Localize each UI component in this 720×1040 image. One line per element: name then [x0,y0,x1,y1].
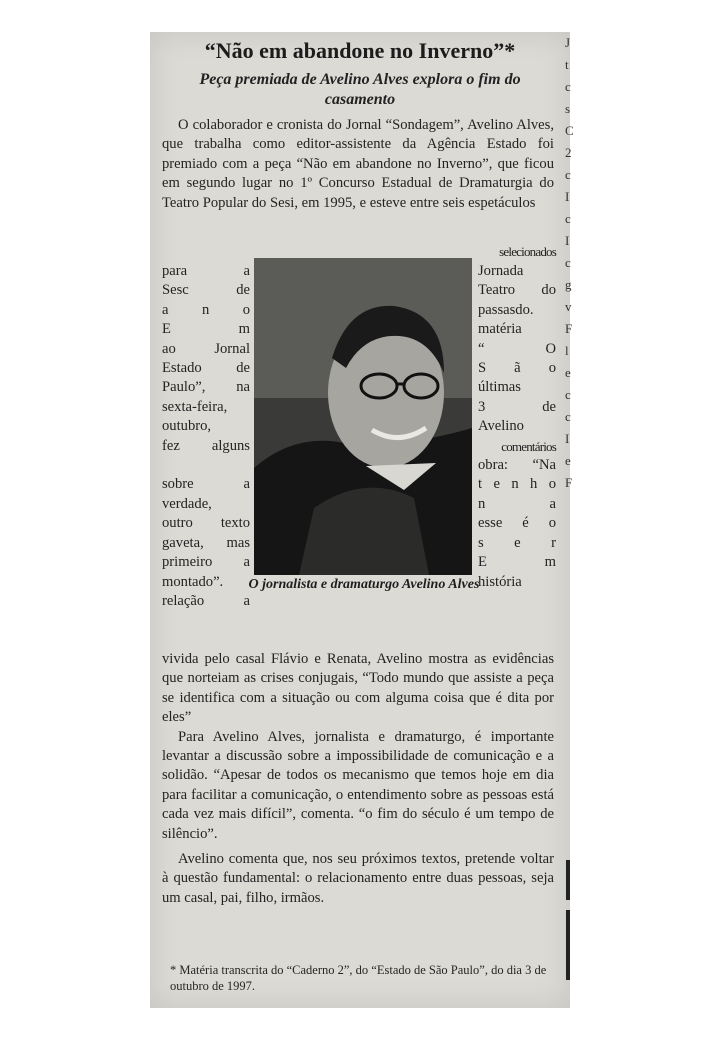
adjacent-glyph: g [565,277,572,292]
adjacent-glyph: c [565,409,571,424]
wrap-right-line: passasdo. [478,301,534,318]
adjacent-glyph: c [565,211,571,226]
wrap-right-line: comentários [501,438,556,454]
wrap-right-line: obra: “Na [478,457,556,474]
wrap-left-line: primeiro a [162,554,250,571]
wrap-left-line: para a [162,263,250,279]
column-rule [566,860,570,900]
wrap-left-line: gaveta, mas [162,534,250,551]
newspaper-clipping [150,32,570,1008]
wrap-right-line: n a [478,495,556,512]
wrap-left-line: E m [162,321,250,338]
wrap-left-line: sexta-feira, [162,398,228,415]
wrap-left-line: outro texto [162,515,250,532]
wrap-right-line: Avelino [478,418,524,435]
wrap-right-line: esse é o [478,515,556,532]
adjacent-glyph: c [565,167,571,182]
adjacent-glyph: I [565,189,570,204]
headline: “Não em abandone no Inverno”* [204,38,516,63]
author-photo [254,258,472,575]
wrap-left-line: sobre a [162,476,250,493]
wrap-top-right-text: selecionados [499,244,556,259]
adjacent-glyph: l [565,343,569,358]
wrap-left-line: Sesc de [162,282,250,299]
body-text [162,650,554,908]
wrap-right-line: “ O [478,340,556,357]
adjacent-glyph: I [565,431,570,446]
wrap-left-line: Paulo”, na [162,379,250,396]
adjacent-glyph: I [565,233,570,248]
adjacent-glyph: 2 [565,145,572,160]
adjacent-glyph: c [565,255,571,270]
adjacent-glyph: F [565,321,573,336]
wrap-right-line: Teatro do [478,282,556,299]
wrap-right-line: S ã o [478,360,556,377]
wrap-left-line: ao Jornal [162,340,250,357]
intro-text: O colaborador e cronista do Jornal “Sondagem”, Avelino Alves, que trabalha como editor-assistente da Agência Estado foi premiado com a peça “Não em abandone no Inverno”, que ficou em segundo lugar no 1º Concurso Estadual de Dramaturgia do Teatro Popular do Sesi, em 1995, e esteve entre seis espetáculos [162,117,554,211]
body-paragraph: vivida pelo casal Flávio e Renata, Avelino mostra as evidências que norteiam as crises conjugais, “Todo mundo que assiste a peça se identifica com a situação ou com alguma coisa que é dita por eles” [162,651,554,726]
wrap-right-line: E m [478,554,556,571]
wrap-right-line: 3 de [478,398,556,415]
footnote: * Matéria transcrita do “Caderno 2”, do “Estado de São Paulo”, do dia 3 de outubro de 1997. [170,963,547,993]
wrap-left-line: outubro, [162,418,212,435]
wrap-left-line: a n o [162,301,250,318]
wrap-right-line: últimas [478,379,521,396]
adjacent-glyph: J [565,35,571,50]
adjacent-glyph: c [565,79,571,94]
adjacent-glyph: C [565,123,574,138]
portrait-illustration [254,258,472,575]
wrap-left-line: montado”. [162,573,224,590]
body-paragraph: Para Avelino Alves, jornalista e dramaturgo, é importante levantar a discussão sobre a impossibilidade de comunicação e a solidão. “Apesar de todos os mecanismo que temos hoje em dia para facilitar a comunicação, o entendimento sobre as pessoas está cada vez mais difícil”, comenta. “o fim do século é um tempo de silêncio”. [162,728,554,842]
intro-paragraph [162,116,554,213]
adjacent-glyph: s [565,101,571,116]
wrap-left-line: verdade, [162,495,212,512]
wrap-right-line: t e n h o [478,476,556,493]
adjacent-glyph: e [565,453,571,468]
body-paragraph: Avelino comenta que, nos seu próximos textos, pretende voltar à questão fundamental: o relacionamento entre duas pessoas, seja um casal, pai, filho, irmãos. [162,851,554,906]
column-rule [566,910,570,980]
wrap-left-line: fez alguns [162,437,250,454]
wrap-right-line: história [478,573,522,590]
adjacent-glyph: t [565,57,569,72]
wrap-right-line: s e r [478,534,556,551]
wrap-left-line: Estado de [162,360,250,377]
wrap-right-line: matéria [478,321,522,338]
wrap-left-column [162,262,250,611]
subheadline: Peça premiada de Avelino Alves explora o fim do casamento [199,71,521,108]
adjacent-glyph: c [565,387,571,402]
wrap-right-line: Jornada [478,263,524,279]
adjacent-glyph: e [565,365,571,380]
adjacent-glyph: v [565,299,572,314]
adjacent-glyph: F [565,475,573,490]
wrap-left-line: relação a [162,592,250,609]
wrap-right-column [478,262,556,592]
photo-caption: O jornalista e dramaturgo Avelino Alves [248,577,480,592]
wrap-left-line [162,456,250,475]
